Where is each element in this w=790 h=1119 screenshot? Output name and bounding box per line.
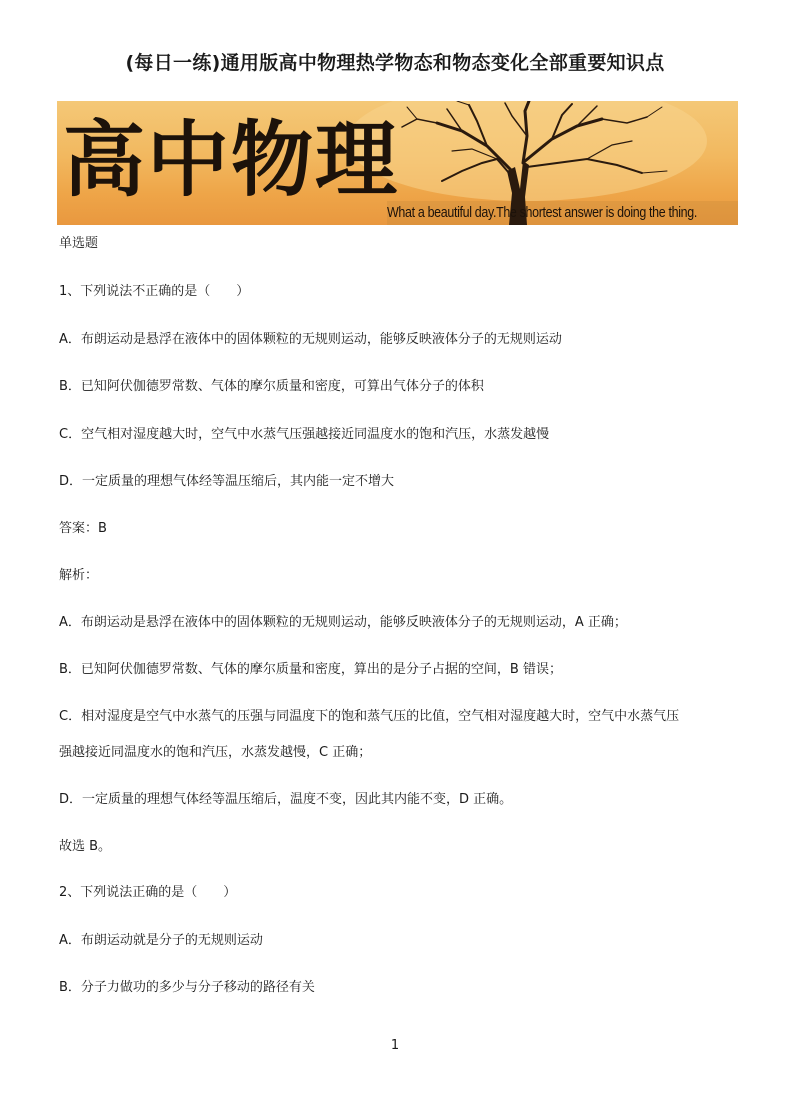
question-1-option-d: D．一定质量的理想气体经等温压缩后，其内能一定不增大 xyxy=(59,474,395,489)
question-1-option-a: A．布朗运动是悬浮在液体中的固体颗粒的无规则运动，能够反映液体分子的无规则运动 xyxy=(59,332,562,347)
document-title: (每日一练)通用版高中物理热学物态和物态变化全部重要知识点 xyxy=(125,52,665,74)
question-1-analysis-c: C．相对湿度是空气中水蒸气的压强与同温度下的饱和蒸气压的比值，空气相对湿度越大时，空气中水蒸气压 xyxy=(59,709,680,724)
header-banner xyxy=(57,101,738,225)
section-heading: 单选题 xyxy=(59,236,99,251)
question-1-answer: 答案：B xyxy=(59,521,107,536)
question-1-stem: 1、下列说法不正确的是（ ） xyxy=(59,284,250,299)
question-1-option-b: B．已知阿伏伽德罗常数、气体的摩尔质量和密度，可算出气体分子的体积 xyxy=(59,379,484,394)
banner-tagline: What a beautiful day.The shortest answer is doing the thing. xyxy=(387,204,697,221)
banner-title: 高中物理 xyxy=(63,112,400,208)
question-1-option-c: C．空气相对湿度越大时，空气中水蒸气压强越接近同温度水的饱和汽压，水蒸发越慢 xyxy=(59,427,550,442)
question-1-conclusion: 故选 B。 xyxy=(59,839,112,854)
question-2-stem: 2、下列说法正确的是（ ） xyxy=(59,885,237,900)
question-1-analysis-c-cont: 强越接近同温度水的饱和汽压，水蒸发越慢，C 正确； xyxy=(59,745,372,760)
question-1-analysis-b: B．已知阿伏伽德罗常数、气体的摩尔质量和密度，算出的是分子占据的空间，B 错误； xyxy=(59,662,562,677)
question-1-analysis-label: 解析： xyxy=(59,568,99,583)
question-2-option-a: A．布朗运动就是分子的无规则运动 xyxy=(59,933,263,948)
page-number: 1 xyxy=(390,1038,400,1053)
question-2-option-b: B．分子力做功的多少与分子移动的路径有关 xyxy=(59,980,315,995)
question-1-analysis-a: A．布朗运动是悬浮在液体中的固体颗粒的无规则运动，能够反映液体分子的无规则运动，A 正确； xyxy=(59,615,627,630)
question-1-analysis-d: D．一定质量的理想气体经等温压缩后，温度不变，因此其内能不变，D 正确。 xyxy=(59,792,513,807)
